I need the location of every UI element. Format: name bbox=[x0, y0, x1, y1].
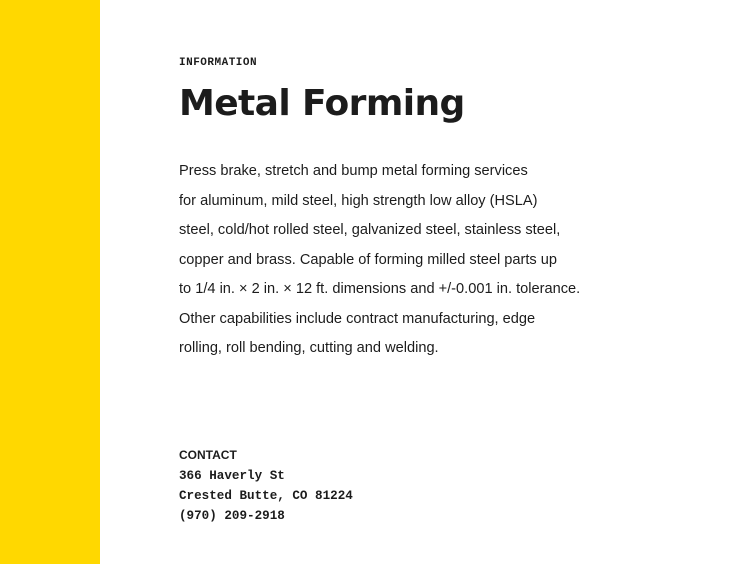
section-eyebrow: INFORMATION bbox=[179, 57, 258, 69]
contact-block bbox=[179, 446, 353, 526]
description-line: Other capabilities include contract manufacturing, edge bbox=[179, 310, 536, 327]
description-line: for aluminum, mild steel, high strength low alloy (HSLA) bbox=[179, 192, 538, 209]
description-line: rolling, roll bending, cutting and welding. bbox=[179, 340, 439, 356]
contact-heading: CONTACT bbox=[179, 448, 237, 462]
accent-sidebar-bar bbox=[0, 0, 100, 564]
description-line: copper and brass. Capable of forming milled steel parts up bbox=[179, 251, 558, 268]
page-title: Metal Forming bbox=[179, 83, 465, 124]
description-line: Press brake, stretch and bump metal forming services bbox=[179, 163, 528, 179]
description-paragraph bbox=[179, 157, 609, 364]
contact-phone[interactable]: (970) 209-2918 bbox=[179, 509, 285, 523]
contact-city-state-zip: Crested Butte, CO 81224 bbox=[179, 489, 353, 503]
contact-street-address: 366 Haverly St bbox=[179, 469, 285, 483]
description-line: to 1/4 in. × 2 in. × 12 ft. dimensions and +/-0.001 in. tolerance. bbox=[179, 281, 581, 297]
description-line: steel, cold/hot rolled steel, galvanized steel, stainless steel, bbox=[179, 222, 561, 238]
